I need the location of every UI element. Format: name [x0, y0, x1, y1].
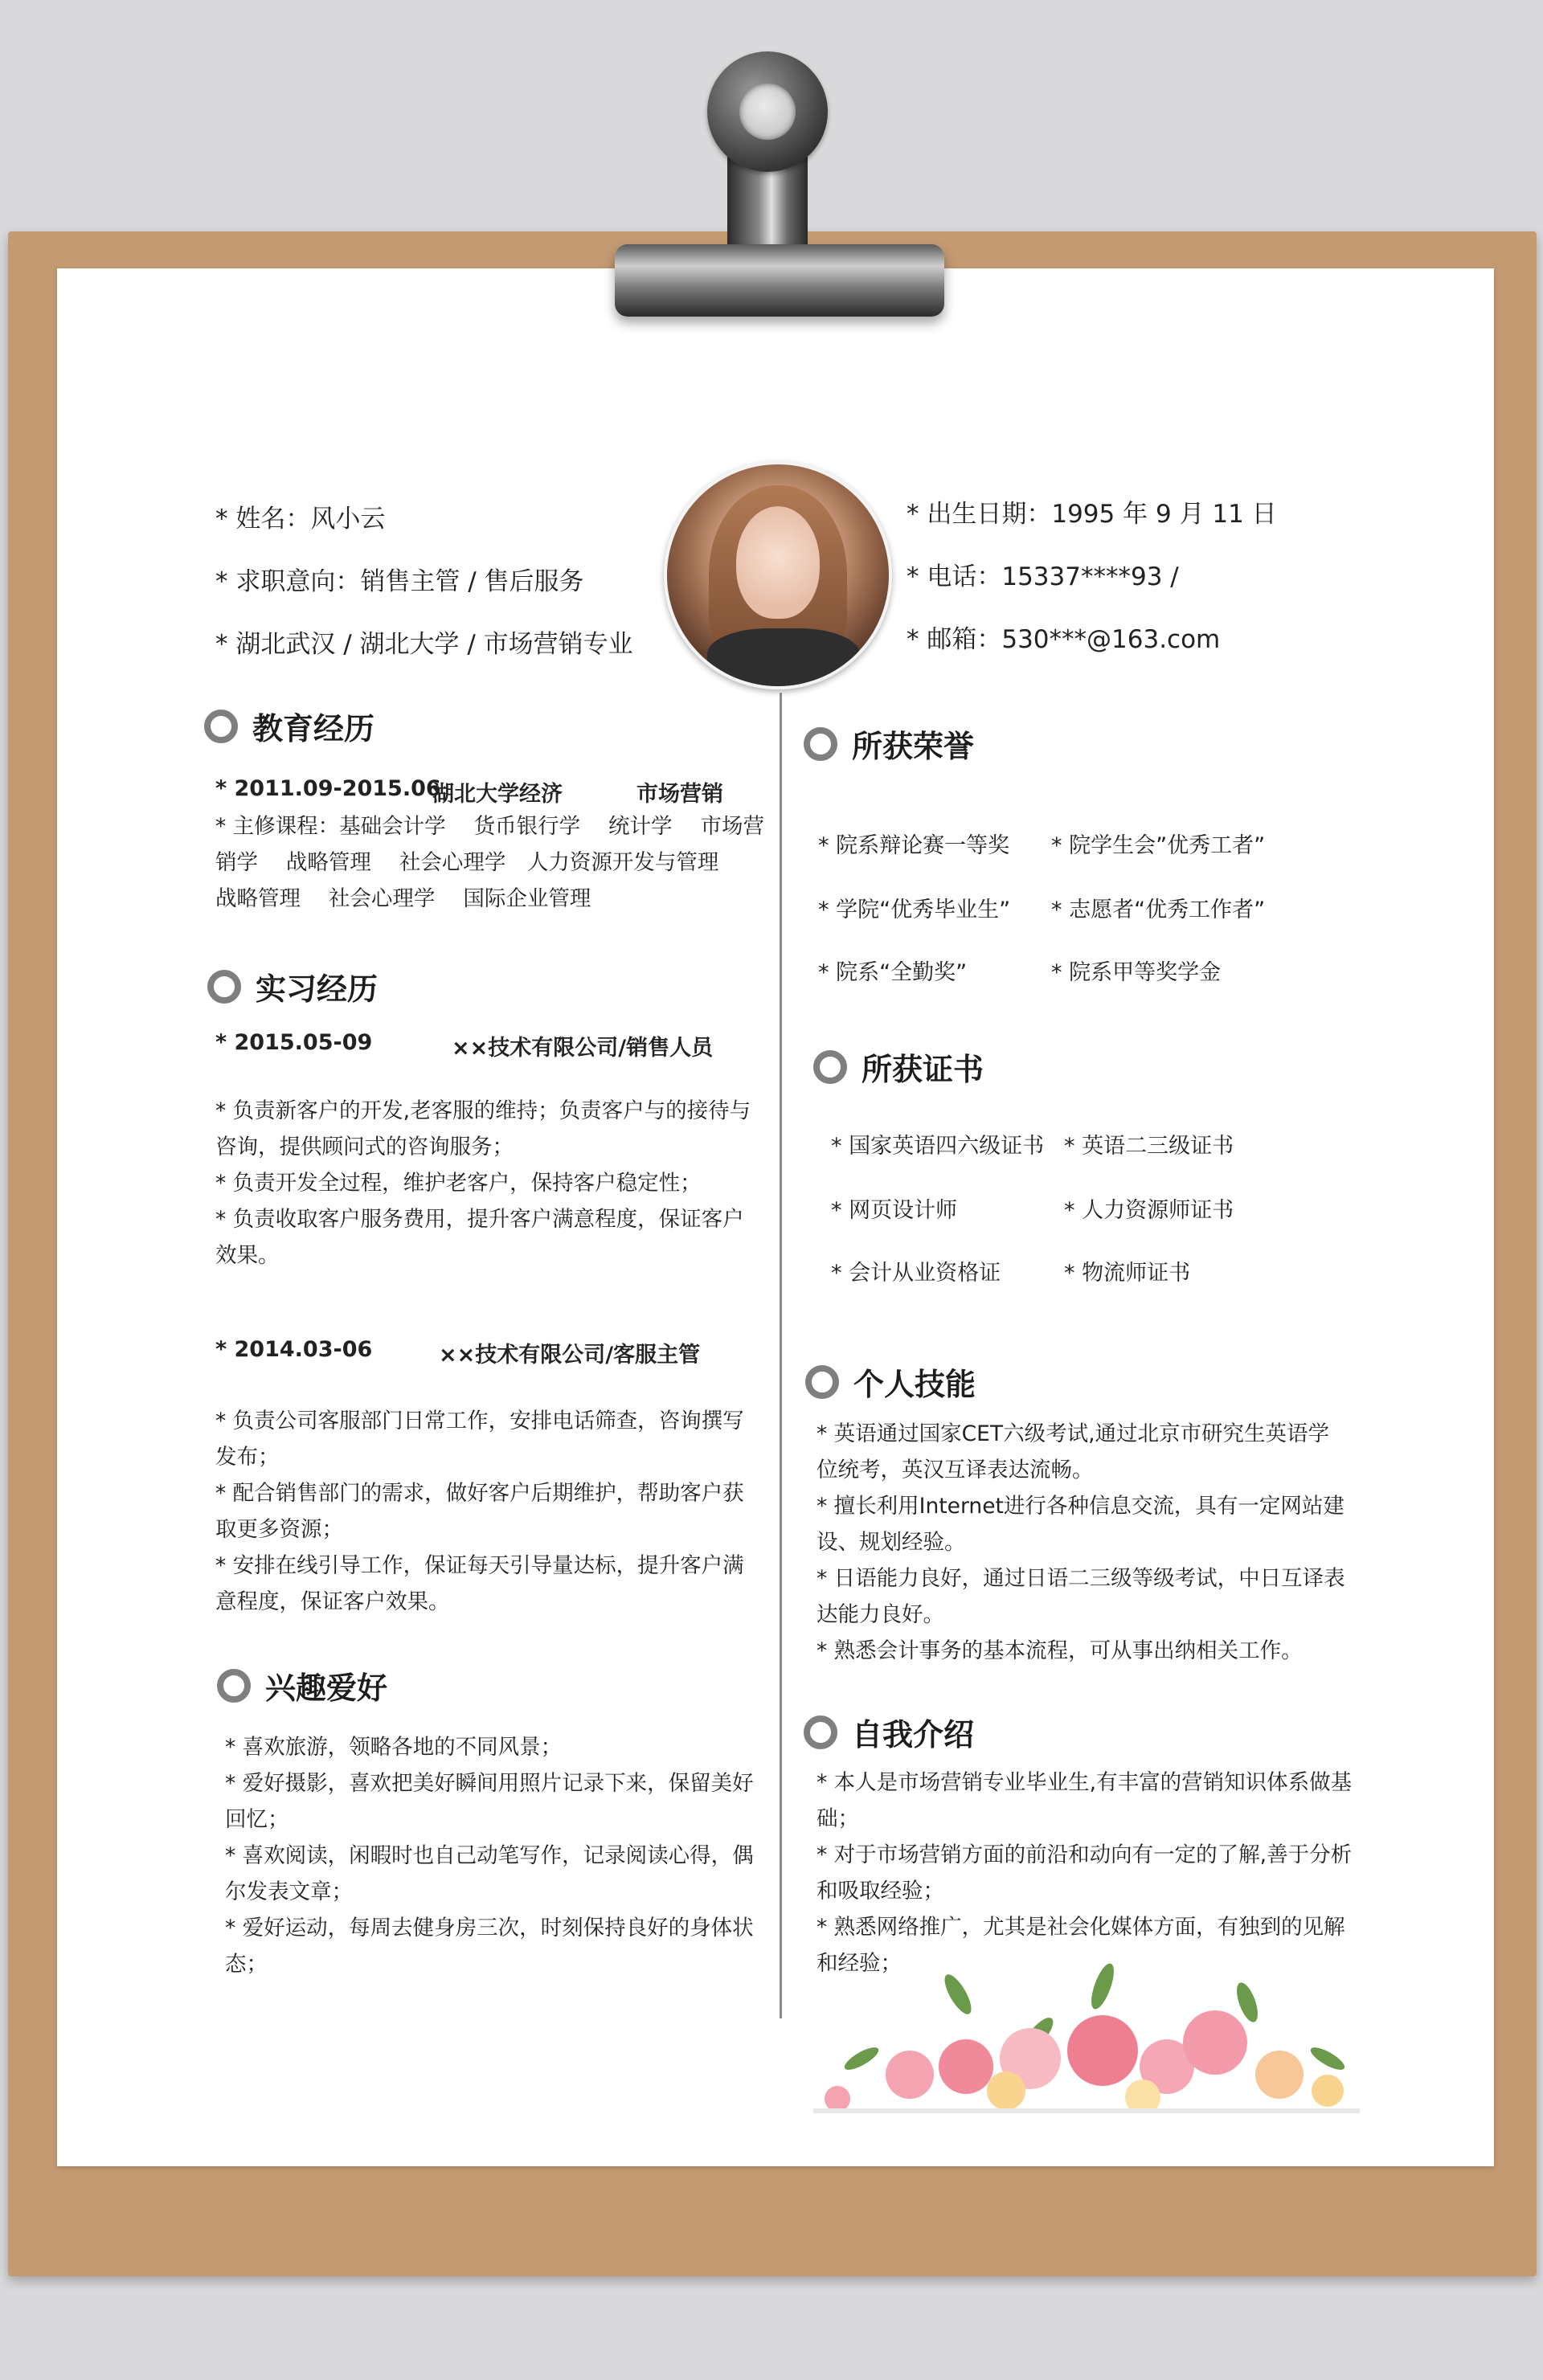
internship-heading	[207, 964, 378, 1008]
birth-date: * 出生日期：1995 年 9 月 11 日	[907, 500, 1277, 529]
intro-list	[817, 1765, 1355, 1981]
circle-bullet-icon	[804, 727, 837, 761]
list-item: * 本人是市场营销专业毕业生,有丰富的营销知识体系做基础；	[817, 1770, 1353, 1831]
list-item: * 负责新客户的开发,老客服的维持；负责客户与的接待与咨询，提供顾问式的咨询服务；	[215, 1098, 751, 1159]
skills-list	[817, 1416, 1347, 1669]
circle-bullet-icon	[813, 1050, 847, 1084]
job2-date: * 2014.03-06	[215, 1337, 373, 1362]
name-field: * 姓名：风小云	[215, 505, 386, 534]
intro-heading	[804, 1710, 974, 1754]
list-item: * 喜欢阅读，闲暇时也自己动笔写作，记录阅读心得，偶尔发表文章；	[225, 1843, 754, 1904]
edu-major: 市场营销	[636, 782, 723, 807]
honor-item: * 院系“全勤奖”	[818, 960, 968, 985]
cert-item: * 人力资源师证书	[1064, 1198, 1234, 1223]
section-title: 所获证书	[862, 1052, 984, 1087]
list-item: * 熟悉会计事务的基本流程，可从事出纳相关工作。	[817, 1638, 1303, 1663]
honor-item: * 学院“优秀毕业生”	[818, 898, 1011, 922]
list-item: * 喜欢旅游，领略各地的不同风景；	[225, 1735, 563, 1760]
certs-heading	[813, 1045, 984, 1089]
flower-decoration-icon	[765, 1962, 1376, 2113]
honor-item: * 院学生会”优秀工者”	[1051, 833, 1266, 858]
list-item: * 安排在线引导工作，保证每天引导量达标，提升客户满意程度，保证客户效果。	[215, 1553, 744, 1614]
list-item: * 爱好运动，每周去健身房三次，时刻保持良好的身体状态；	[225, 1916, 754, 1977]
list-item: * 对于市场营销方面的前沿和动向有一定的了解,善于分析和吸取经验；	[817, 1842, 1353, 1904]
hobbies-heading	[217, 1663, 387, 1707]
job1-duties	[215, 1093, 765, 1274]
list-item: * 熟悉网络推广，尤其是社会化媒体方面，有独到的见解和经验；	[817, 1915, 1345, 1976]
cert-item: * 国家英语四六级证书	[831, 1134, 1045, 1159]
skills-heading	[805, 1360, 976, 1404]
column-divider	[780, 693, 782, 2018]
email: * 邮箱：530***@163.com	[907, 625, 1221, 654]
section-title: 所获荣誉	[852, 729, 975, 764]
section-title: 实习经历	[256, 971, 379, 1007]
cert-item: * 会计从业资格证	[831, 1261, 1001, 1286]
edu-school: 湖北大学经济	[432, 782, 563, 807]
section-title: 自我介绍	[852, 1717, 975, 1752]
education-heading	[204, 704, 374, 748]
circle-bullet-icon	[804, 1715, 837, 1749]
phone: * 电话：15337****93 /	[907, 562, 1179, 591]
list-item: * 负责公司客服部门日常工作，安排电话筛查，咨询撰写发布；	[215, 1409, 744, 1470]
list-item: * 擅长利用Internet进行各种信息交流，具有一定网站建设、规划经验。	[817, 1494, 1344, 1555]
job-intent: * 求职意向：销售主管 / 售后服务	[215, 567, 584, 596]
job1-company: ××技术有限公司/销售人员	[452, 1036, 714, 1061]
cert-item: * 物流师证书	[1064, 1261, 1191, 1286]
cert-item: * 英语二三级证书	[1064, 1134, 1234, 1159]
job2-duties	[215, 1403, 765, 1620]
section-title: 个人技能	[853, 1367, 976, 1402]
honor-item: * 院系辩论赛一等奖	[818, 833, 1010, 858]
hobby-list	[225, 1729, 765, 1982]
section-title: 兴趣爱好	[265, 1670, 388, 1706]
honors-heading	[804, 722, 974, 766]
cert-item: * 网页设计师	[831, 1198, 958, 1223]
list-item: * 日语能力良好，通过日语二三级等级考试，中日互译表达能力良好。	[817, 1566, 1345, 1627]
list-item: * 英语通过国家CET六级考试,通过北京市研究生英语学位统考，英汉互译表达流畅。	[817, 1421, 1330, 1482]
honor-item: * 志愿者“优秀工作者”	[1051, 898, 1266, 922]
school-info: * 湖北武汉 / 湖北大学 / 市场营销专业	[215, 630, 633, 659]
circle-bullet-icon	[805, 1365, 839, 1399]
circle-bullet-icon	[204, 710, 238, 743]
section-title: 教育经历	[252, 711, 375, 746]
edu-courses: * 主修课程：基础会计学 货币银行学 统计学 市场营销学 战略管理 社会心理学 人力资源开发与管理 战略管理 社会心理学 国际企业管理	[215, 814, 764, 911]
list-item: * 负责开发全过程，维护老客户，保持客户稳定性；	[215, 1171, 702, 1196]
circle-bullet-icon	[207, 970, 241, 1004]
list-item: * 配合销售部门的需求，做好客户后期维护，帮助客户获取更多资源；	[215, 1481, 744, 1542]
list-item: * 爱好摄影，喜欢把美好瞬间用照片记录下来，保留美好回忆；	[225, 1771, 754, 1832]
edu-date: * 2011.09-2015.06	[215, 776, 441, 801]
binder-clip-icon	[579, 51, 948, 357]
job2-company: ××技术有限公司/客服主管	[439, 1343, 701, 1368]
job1-date: * 2015.05-09	[215, 1030, 373, 1055]
honor-item: * 院系甲等奖学金	[1051, 960, 1222, 985]
circle-bullet-icon	[217, 1669, 251, 1703]
list-item: * 负责收取客户服务费用，提升客户满意程度，保证客户效果。	[215, 1207, 744, 1268]
avatar	[664, 461, 892, 689]
